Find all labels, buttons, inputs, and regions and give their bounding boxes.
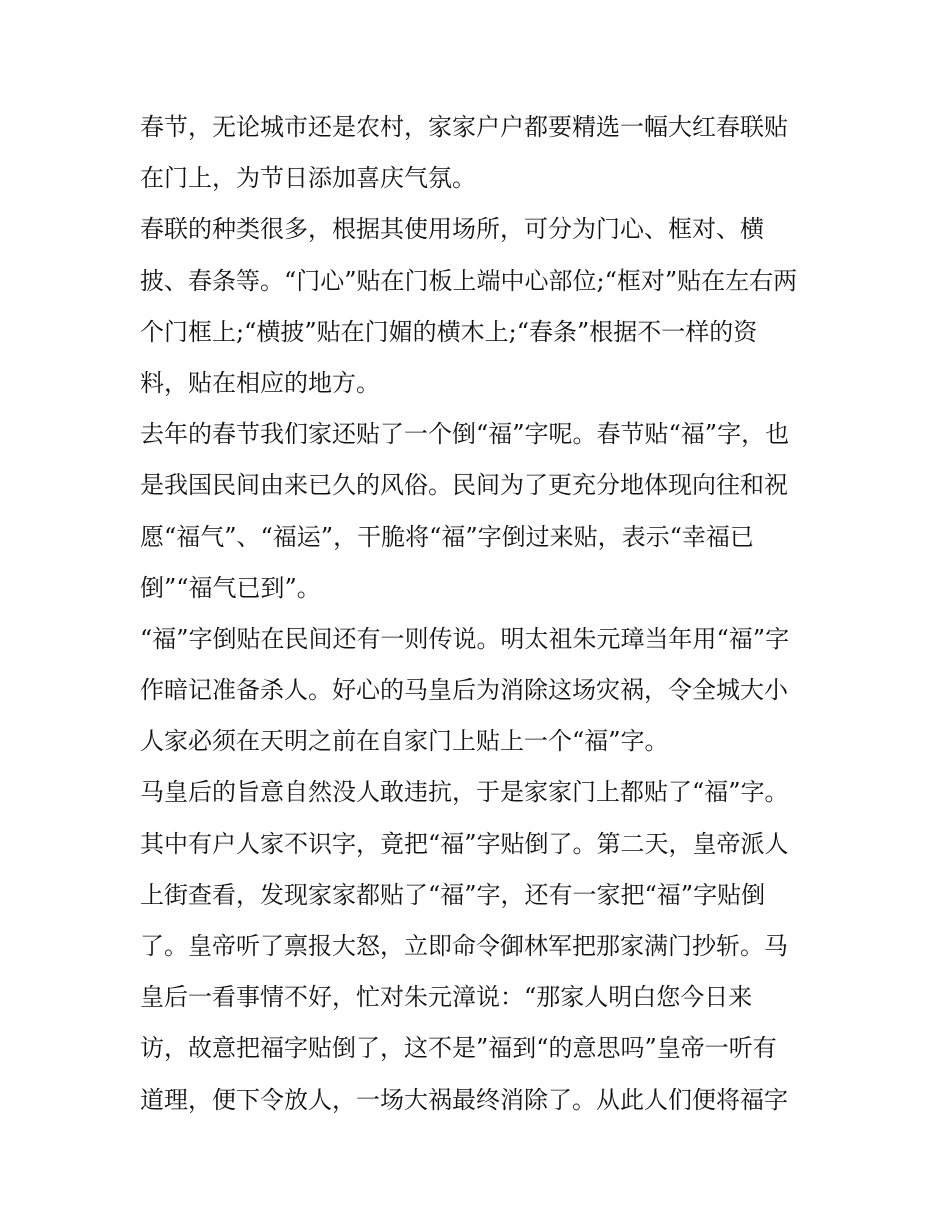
text-line: 春节，无论城市还是农村，家家户户都要精选一幅大红春联贴	[140, 113, 788, 141]
text-line: 马皇后的旨意自然没人敢违抗，于是家家门上都贴了“福”字。	[140, 778, 789, 807]
text-line: 愿“福气”、“福运”，干脆将“福”字倒过来贴，表示“幸福已	[140, 522, 754, 551]
text-line: 春联的种类很多，根据其使用场所，可分为门心、框对、横	[140, 215, 764, 244]
text-line: 披、春条等。“门心”贴在门板上端中心部位;“框对”贴在左右两	[140, 266, 798, 295]
text-line: 去年的春节我们家还贴了一个倒“福”字呢。春节贴“福”字，也	[140, 420, 790, 449]
text-line: 人家必须在天明之前在自家门上贴上一个“福”字。	[140, 727, 669, 756]
text-line: 了。皇帝听了禀报大怒，立即命令御林军把那家满门抄斩。马	[140, 932, 788, 960]
text-line: 个门框上;“横披”贴在门媚的横木上;“春条”根据不一样的资	[140, 317, 758, 346]
document-body	[140, 102, 820, 1126]
text-line: 是我国民间由来已久的风俗。民间为了更充分地体现向往和祝	[140, 471, 788, 500]
text-line: 作暗记准备杀人。好心的马皇后为消除这场灾祸，令全城大小	[140, 676, 788, 705]
text-line: 皇后一看事情不好，忙对朱元漳说：“那家人明白您今日来	[140, 983, 753, 1012]
text-line: 倒”“福气已到”。	[140, 573, 321, 602]
text-line: 访，故意把福字贴倒了，这不是”福到“的意思吗”皇帝一听有	[140, 1034, 777, 1063]
text-line: “福”字倒贴在民间还有一则传说。明太祖朱元璋当年用“福”字	[140, 624, 790, 653]
text-line: 料，贴在相应的地方。	[140, 368, 380, 397]
text-line: 上街查看，发现家家都贴了“福”字，还有一家把“福”字贴倒	[140, 880, 766, 909]
text-line: 道理，便下令放人，一场大祸最终消除了。从此人们便将福字	[140, 1085, 788, 1114]
text-line: 在门上，为节日添加喜庆气氛。	[140, 164, 476, 193]
text-line: 其中有户人家不识字，竟把“福”字贴倒了。第二天，皇帝派人	[140, 829, 789, 858]
